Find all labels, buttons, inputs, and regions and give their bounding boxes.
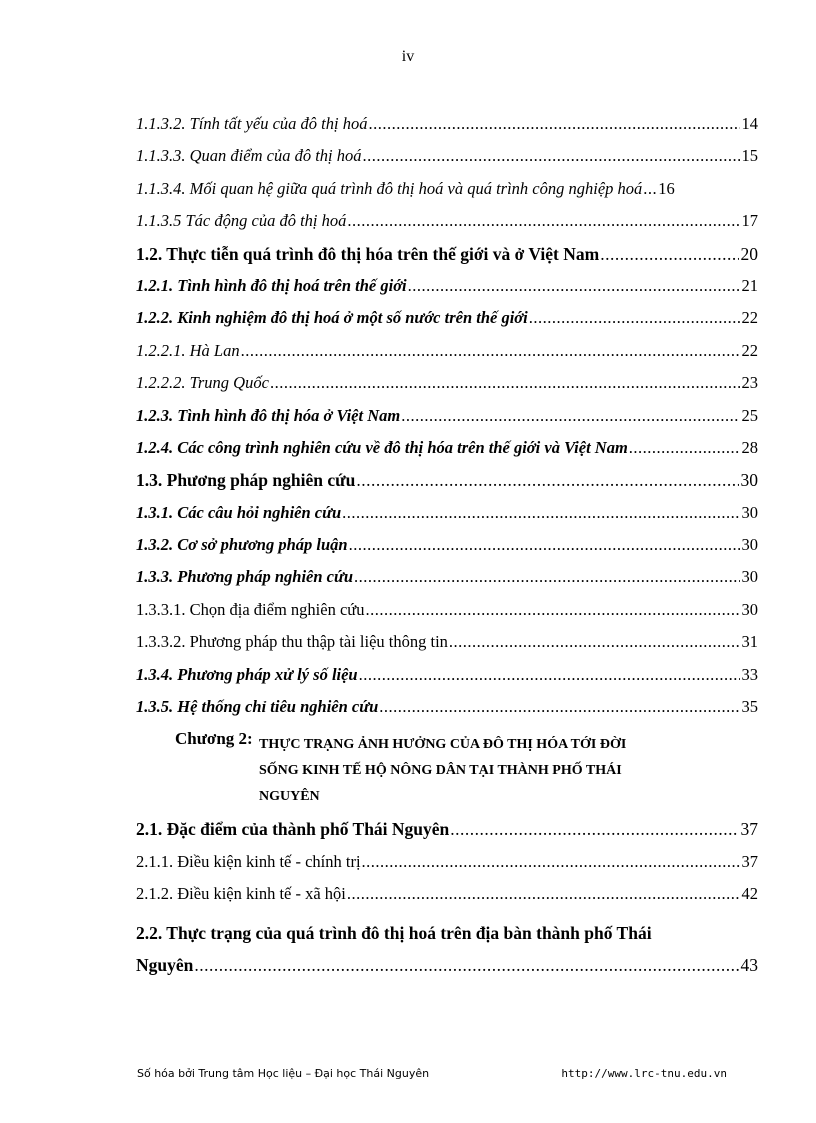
toc-entry-page: 20 (740, 243, 758, 264)
toc-entry[interactable] (136, 373, 758, 405)
toc-entry[interactable] (136, 567, 758, 599)
page-footer (137, 1067, 727, 1080)
toc-entry (136, 955, 758, 987)
toc-entry-page: 33 (741, 664, 758, 684)
chapter-title-line: THỰC TRẠNG ẢNH HƯỞNG CỦA ĐÔ THỊ HÓA TỚI ĐỜI (259, 737, 627, 753)
chapter-label: Chương 2: (175, 729, 253, 749)
page-number: iv (401, 48, 415, 65)
toc-leader-dots (356, 470, 738, 491)
toc-leader-dots (529, 308, 740, 328)
toc-leader-dots (362, 852, 740, 872)
toc-entry-page: 30 (741, 535, 758, 555)
toc-entry[interactable] (136, 819, 758, 851)
toc-leader-dots (347, 884, 740, 904)
toc-leader-dots (379, 697, 739, 717)
toc-entry-title: 1.3.5. Hệ thống chỉ tiêu nghiên cứu (136, 697, 379, 717)
toc-leader-dots (449, 632, 740, 652)
toc-entry-title: 1.2.3. Tình hình đô thị hóa ở Việt Nam (136, 405, 401, 425)
toc-leader-dots (354, 567, 739, 587)
toc-entry-page: 30 (741, 502, 758, 522)
toc-entry-title: 1.2.2.1. Hà Lan (136, 340, 240, 360)
toc-entry[interactable] (136, 697, 758, 729)
toc-entry-page: 16 (658, 178, 675, 198)
toc-entry-title: 2.1.1. Điều kiện kinh tế - chính trị (136, 851, 361, 871)
toc-entry-title: 1.3.3.2. Phương pháp thu thập tài liệu thông tin (136, 632, 448, 652)
toc-entry-page: 25 (741, 405, 758, 425)
toc-entry[interactable] (136, 244, 758, 276)
toc-entry-page: 42 (741, 884, 758, 904)
toc-entry[interactable] (136, 600, 758, 632)
toc-entry-title: 1.2. Thực tiễn quá trình đô thị hóa trên thế giới và ở Việt Nam (136, 243, 600, 264)
toc-entry-title: Nguyên (136, 954, 194, 975)
toc-entry-page: 30 (741, 599, 758, 619)
toc-leader-dots (600, 244, 738, 265)
toc-entry[interactable] (136, 211, 758, 243)
toc-leader-dots (349, 535, 740, 555)
toc-entry[interactable] (136, 884, 758, 916)
toc-entry-title: 1.3.3. Phương pháp nghiên cứu (136, 567, 354, 587)
toc-entry-title: 1.3.4. Phương pháp xử lý số liệu (136, 664, 358, 684)
toc-entry-title: 1.3. Phương pháp nghiên cứu (136, 470, 356, 491)
toc-entry-title: 1.3.2. Cơ sở phương pháp luận (136, 535, 348, 555)
toc-leader-dots (270, 373, 740, 393)
footer-url[interactable]: http://www.lrc-tnu.edu.vn (561, 1067, 727, 1080)
toc-entry-page: 14 (741, 114, 758, 133)
toc-entry-page: 23 (741, 373, 758, 393)
toc-entry-multiline[interactable] (136, 917, 758, 987)
toc-entry-title: 1.3.1. Các câu hỏi nghiên cứu (136, 502, 342, 522)
toc-leader-dots (368, 114, 739, 134)
toc-entry-title: 2.1.2. Điều kiện kinh tế - xã hội (136, 884, 346, 904)
toc-entry-title: 2.1. Đặc điểm của thành phố Thái Nguyên (136, 819, 450, 840)
toc-entry-title: 1.1.3.2. Tính tất yếu của đô thị hoá (136, 114, 368, 133)
chapter-title-line: NGUYÊN (259, 789, 320, 805)
toc-entry-title: 1.1.3.4. Mối quan hệ giữa quá trình đô thị hoá và quá trình công nghiệp hoá (136, 178, 643, 198)
footer-source: Số hóa bởi Trung tâm Học liệu – Đại học Thái Nguyên (137, 1067, 430, 1080)
chapter-title-line: SỐNG KINH TẾ HỘ NÔNG DÂN TẠI THÀNH PHỐ THÁI (259, 763, 622, 779)
toc-leader-dots (347, 211, 739, 231)
toc-entry[interactable] (136, 470, 758, 502)
toc-entry-page: 37 (740, 819, 758, 840)
toc-leader-dots (401, 406, 739, 426)
toc-entry-title: 1.2.2. Kinh nghiệm đô thị hoá ở một số nước trên thế giới (136, 308, 528, 328)
toc-entry-page: 30 (740, 470, 758, 491)
toc-leader-dots (408, 276, 740, 296)
toc-leader-dots (365, 600, 739, 620)
toc-entry-page: 22 (741, 340, 758, 360)
toc-entry-title: 1.2.1. Tình hình đô thị hoá trên thế giới (136, 275, 407, 295)
toc-entry[interactable] (136, 438, 758, 470)
toc-entry[interactable] (136, 114, 758, 146)
toc-entry-title: 1.1.3.5 Tác động của đô thị hoá (136, 211, 347, 231)
toc-entry[interactable] (136, 341, 758, 373)
toc-entry-page: 15 (741, 146, 758, 166)
toc-entry[interactable] (136, 535, 758, 567)
toc-entry-title: 2.2. Thực trạng của quá trình đô thị hoá trên địa bàn thành phố Thái (136, 922, 652, 943)
toc-leader-dots (643, 179, 656, 199)
toc-entry[interactable] (136, 146, 758, 178)
toc-entry[interactable] (136, 632, 758, 664)
toc-leader-dots (362, 146, 739, 166)
toc-entry-page: 31 (741, 632, 758, 652)
toc-entry-page: 35 (741, 697, 758, 717)
toc-entry-title: 1.2.2.2. Trung Quốc (136, 373, 269, 393)
toc-entry-page: 30 (741, 567, 758, 587)
toc-entry[interactable] (136, 308, 758, 340)
toc-leader-dots (342, 503, 739, 523)
toc-entry[interactable] (136, 665, 758, 697)
toc-entry-title: 1.1.3.3. Quan điểm của đô thị hoá (136, 146, 362, 166)
toc-entry[interactable] (136, 852, 758, 884)
toc-leader-dots (629, 438, 740, 458)
toc-entry-page: 21 (741, 275, 758, 295)
toc-leader-dots (241, 341, 740, 361)
toc-entry[interactable] (136, 276, 758, 308)
toc-entry-page: 22 (741, 308, 758, 328)
toc-leader-dots (450, 819, 738, 840)
chapter-heading[interactable] (136, 729, 758, 819)
toc-leader-dots (194, 955, 738, 976)
toc-entry[interactable] (136, 406, 758, 438)
toc-entry-page: 43 (740, 954, 758, 975)
chapter-title (259, 732, 739, 810)
toc-entry-title: 1.2.4. Các công trình nghiên cứu về đô thị hóa trên thế giới và Việt Nam (136, 437, 628, 457)
toc-entry-page: 17 (741, 211, 758, 231)
toc-entry[interactable] (136, 179, 758, 211)
table-of-contents (136, 114, 758, 987)
toc-entry-page: 37 (741, 851, 758, 871)
toc-leader-dots (359, 665, 740, 685)
toc-entry[interactable] (136, 503, 758, 535)
toc-entry-page: 28 (741, 437, 758, 457)
toc-entry-title: 1.3.3.1. Chọn địa điểm nghiên cứu (136, 599, 365, 619)
